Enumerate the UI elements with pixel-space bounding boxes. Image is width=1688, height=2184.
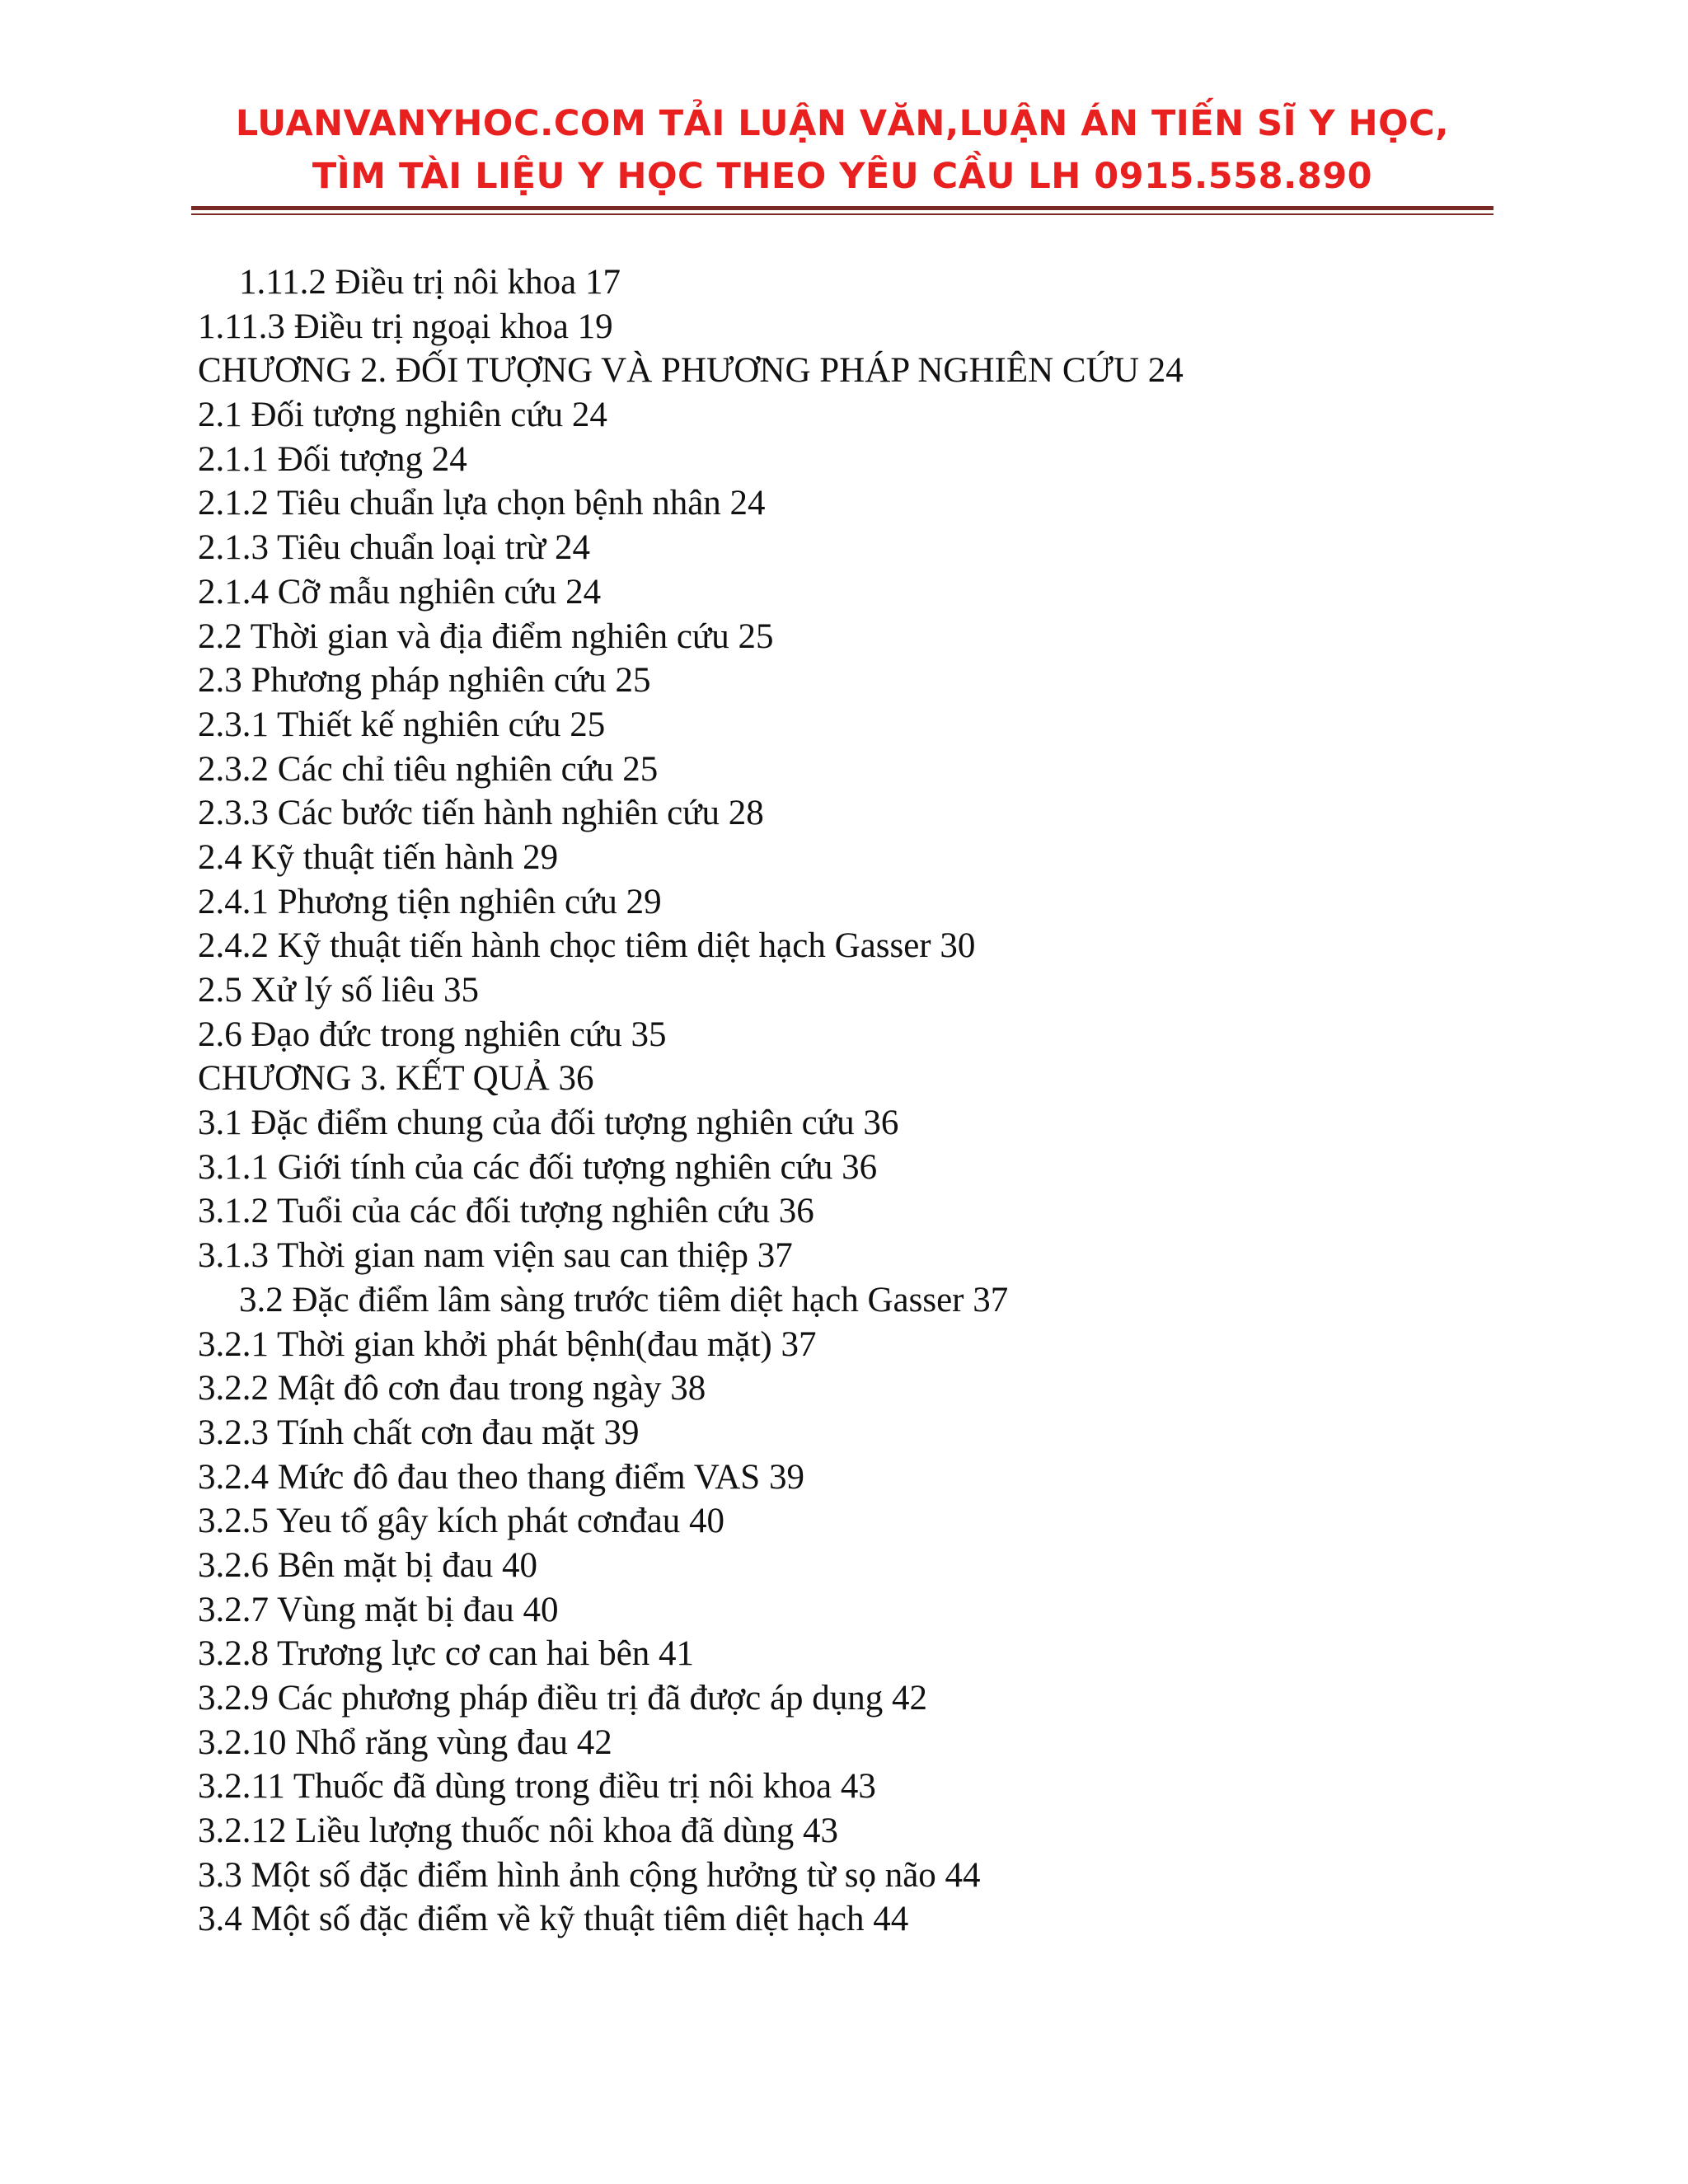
table-of-contents (198, 260, 1484, 1942)
header-line-2: TÌM TÀI LIỆU Y HỌC THEO YÊU CẦU LH 0915.558.890 (312, 156, 1373, 197)
toc-entry: 2.1.3 Tiêu chuẩn loại trừ 24 (198, 528, 590, 568)
toc-entry: 3.2 Đặc điểm lâm sàng trước tiêm diệt hạch Gasser 37 (239, 1280, 1009, 1319)
toc-entry: 3.2.5 Yeu tố gây kích phát cơnđau 40 (198, 1502, 724, 1541)
toc-entry: 1.11.3 Điều trị ngoại khoa 19 (198, 307, 613, 346)
toc-entry: 2.6 Đạo đức trong nghiên cứu 35 (198, 1015, 667, 1054)
toc-entry: 2.3.2 Các chỉ tiêu nghiên cứu 25 (198, 749, 659, 789)
toc-entry: 2.4.1 Phương tiện nghiên cứu 29 (198, 882, 662, 921)
toc-entry: 3.2.6 Bên mặt bị đau 40 (198, 1545, 538, 1585)
toc-entry: 2.4.2 Kỹ thuật tiến hành chọc tiêm diệt hạch Gasser 30 (198, 926, 976, 966)
toc-entry: 3.4 Một số đặc điểm về kỹ thuật tiêm diệt hạch 44 (198, 1900, 909, 1939)
toc-entry: 3.2.12 Liều lượng thuốc nôi khoa đã dùng 43 (198, 1811, 838, 1851)
toc-entry: 3.1.2 Tuổi của các đối tượng nghiên cứu 36 (198, 1192, 814, 1231)
toc-entry: 3.2.9 Các phương pháp điều trị đã được áp dụng 42 (198, 1679, 928, 1718)
toc-entry: 3.2.8 Trương lực cơ can hai bên 41 (198, 1634, 695, 1674)
toc-entry: 3.1 Đặc điểm chung của đối tượng nghiên cứu 36 (198, 1104, 899, 1143)
toc-entry: CHƯƠNG 2. ĐỐI TƯỢNG VÀ PHƯƠNG PHÁP NGHIÊN CỨU 24 (198, 351, 1184, 391)
toc-entry: 3.2.1 Thời gian khởi phát bệnh(đau mặt) 37 (198, 1324, 817, 1364)
toc-entry: 3.3 Một số đặc điểm hình ảnh cộng hưởng từ sọ não 44 (198, 1855, 981, 1895)
toc-entry: CHƯƠNG 3. KẾT QUẢ 36 (198, 1059, 594, 1099)
toc-entry: 2.3 Phương pháp nghiên cứu 25 (198, 661, 651, 701)
toc-entry: 2.5 Xử lý số liêu 35 (198, 971, 480, 1010)
toc-entry: 2.3.1 Thiết kế nghiên cứu 25 (198, 705, 606, 744)
toc-entry: 3.1.1 Giới tính của các đối tượng nghiên cứu 36 (198, 1147, 878, 1187)
toc-entry: 3.2.10 Nhổ răng vùng đau 42 (198, 1722, 612, 1762)
header-rule-thin (191, 213, 1493, 215)
toc-entry: 3.2.7 Vùng mặt bị đau 40 (198, 1590, 559, 1629)
toc-entry: 2.1.1 Đối tượng 24 (198, 439, 467, 479)
toc-entry: 3.2.11 Thuốc đã dùng trong điều trị nôi khoa 43 (198, 1767, 876, 1807)
toc-entry: 2.1.2 Tiêu chuẩn lựa chọn bệnh nhân 24 (198, 484, 766, 523)
toc-entry: 3.2.4 Mức đô đau theo thang điểm VAS 39 (198, 1457, 804, 1497)
page-header (191, 97, 1493, 203)
header-rule-thick (191, 206, 1493, 210)
toc-entry: 3.2.2 Mật đô cơn đau trong ngày 38 (198, 1369, 706, 1408)
toc-entry: 2.1.4 Cỡ mẫu nghiên cứu 24 (198, 572, 602, 612)
header-line-1: LUANVANYHOC.COM TẢI LUẬN VĂN,LUẬN ÁN TIẾN SĨ Y HỌC, (235, 103, 1450, 144)
toc-entry: 2.3.3 Các bước tiến hành nghiên cứu 28 (198, 794, 764, 833)
toc-entry: 1.11.2 Điều trị nôi khoa 17 (239, 263, 621, 302)
toc-entry: 2.4 Kỹ thuật tiến hành 29 (198, 837, 559, 877)
toc-entry: 3.1.3 Thời gian nam viện sau can thiệp 37 (198, 1236, 793, 1276)
toc-entry: 2.1 Đối tượng nghiên cứu 24 (198, 396, 607, 435)
toc-entry: 2.2 Thời gian và địa điểm nghiên cứu 25 (198, 616, 774, 656)
toc-entry: 3.2.3 Tính chất cơn đau mặt 39 (198, 1413, 640, 1452)
